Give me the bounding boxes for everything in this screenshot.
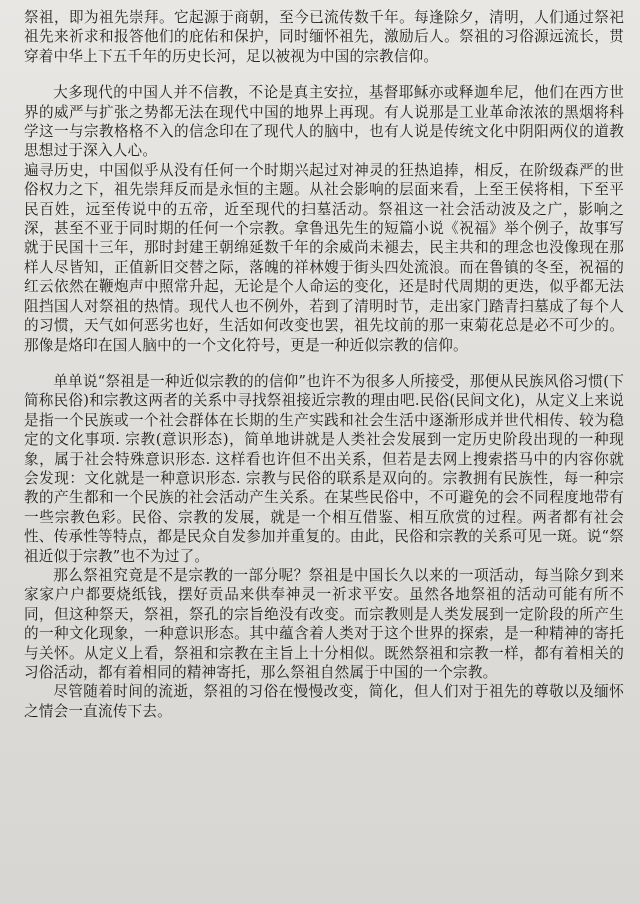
paragraph-history: 遍寻历史，中国似乎从没有任何一个时期兴起过对神灵的狂热追捧，相反，在阶级森严的世俗权力之下，祖先崇拜反而是永恒的主题。从社会影响的层面来看，上至王侯将相，下至平民百姓，远至传说中的五帝，近至现代的扫墓活动。祭祖这一社会活动波及之广，影响之深，甚至不亚于同时期的任何一个宗教。拿鲁迅先生的短篇小说《祝福》举个例子，故事写就于民国十三年，那时封建王朝绵延数千年的余威尚未褪去，民主共和的理念也没像现在那样人尽皆知，正值新旧交替之际，落魄的祥林嫂于街头四处流浪。而在鲁镇的冬至，祝福的红云依然在鞭炮声中照常升起，无论是个人命运的变化，还是时代周期的更迭，似乎都无法阻挡国人对祭祖的热情。现代人也不例外，若到了清明时节，走出家门踏青扫墓成了每个人的习惯，天气如何恶劣也好，生活如何改变也罢，祖先坟前的那一束菊花总是必不可少的。那像是烙印在国人脑中的一个文化符号，更是一种近似宗教的信仰。 xyxy=(24,161,624,354)
paragraph-conclusion: 尽管随着时间的流逝，祭祖的习俗在慢慢改变，简化，但人们对于祖先的尊敬以及缅怀之情会一直流传下去。 xyxy=(24,683,624,720)
paragraph-intro: 祭祖，即为祖先崇拜。它起源于商朝，至今已流传数千年。每逢除夕，清明，人们通过祭祀祖先来祈求和报答他们的庇佑和保护，同时缅怀祖先，激励后人。祭祖的习俗源远流长，贯穿着中华上下五千年的历史长河，足以被视为中国的宗教信仰。 xyxy=(24,9,624,65)
paragraph-is-religion: 那么祭祖究竟是不是宗教的一部分呢？祭祖是中国长久以来的一项活动，每当除夕到来家家户户都要烧纸钱，摆好贡品来供奉神灵一祈求平安。虽然各地祭祖的活动可能有所不同，但这种祭天，祭祖，祭孔的宗旨绝没有改变。而宗教则是人类发展到一定阶段的所产生的一种文化现象，一种意识形态。其中蕴含着人类对于这个世界的探索，是一种精神的寄托与关怀。从定义上看，祭祖和宗教在主旨上十分相似。既然祭祖和宗教一样，都有着相关的习俗活动，都有着相同的精神寄托，那么祭祖自然属于中国的一个宗教。 xyxy=(24,566,624,681)
paragraph-modern-belief: 大多现代的中国人并不信教，不论是真主安拉，基督耶稣亦或释迦牟尼，他们在西方世界的威严与扩张之势都无法在现代中国的地界上再现。有人说那是工业革命浓浓的黑烟将科学这一与宗教格格不入的信念印在了现代人的脑中，也有人说是传统文化中阴阳两仪的道教思想过于深入人心。 xyxy=(24,84,624,160)
paragraph-folk-custom-religion: 单单说“祭祖是一种近似宗教的的信仰”也许不为很多人所接受，那便从民族风俗习惯(下简称民俗)和宗教这两者的关系中寻找祭祖接近宗教的理由吧.民俗(民间文化)，从定义上来说是指一个民族或一个社会群体在长期的生产实践和社会生活中逐渐形成并世代相传、较为稳定的文化事项. 宗教(意识形态)，简单地讲就是人类社会发展到一定历史阶段出现的一种现象，属于社会特殊意识形态. 这样看也许但不出关系，但若是去网上搜索搭马中的内容你就会发现：文化就是一种意识形态. 宗教与民俗的联系是双向的。宗教拥有民族性，每一种宗教的产生都和一个民族的社会活动产生关系。在某些民俗中，不可避免的会不同程度地带有一些宗教色彩。民俗、宗教的发展，就是一个相互借鉴、相互欣赏的过程。两者都有社会性、传承性等特点，都是民众自发参加并重复的。由此，民俗和宗教的关系可见一斑。说“祭祖近似于宗教”也不为过了。 xyxy=(24,372,624,565)
